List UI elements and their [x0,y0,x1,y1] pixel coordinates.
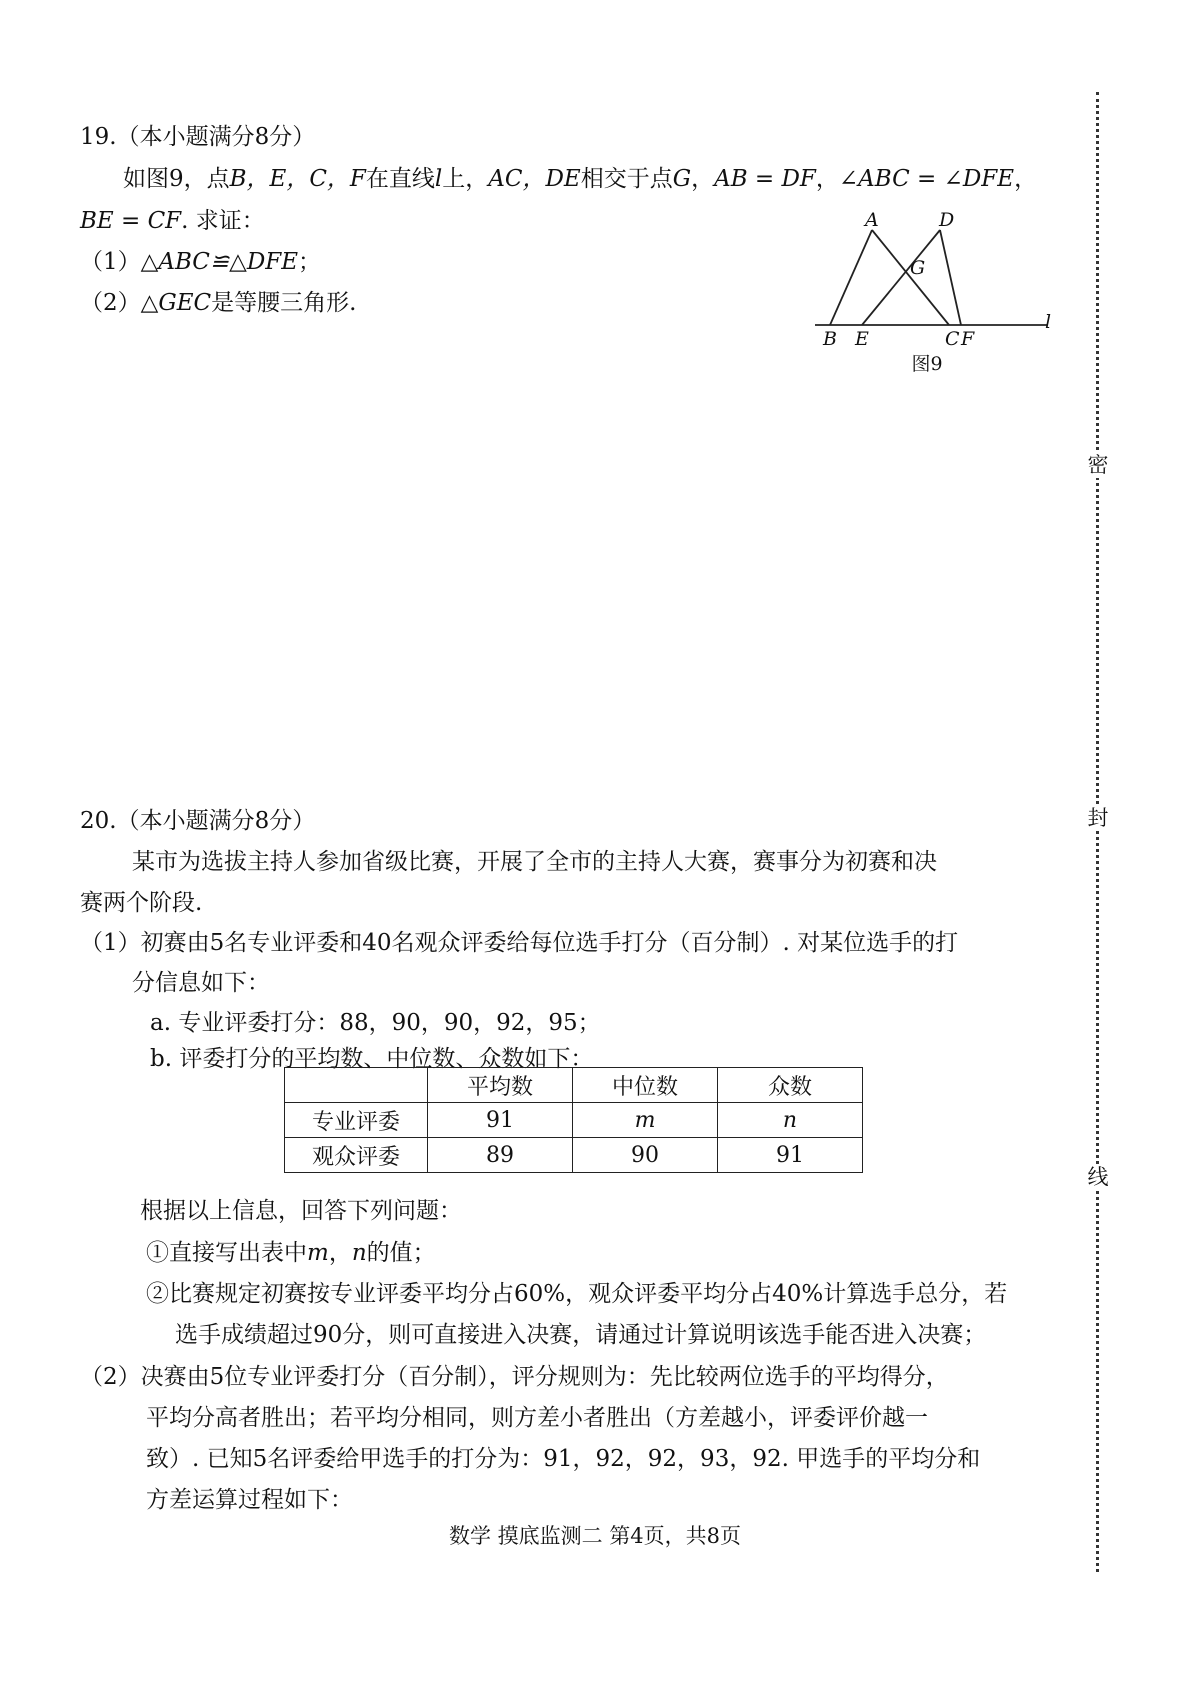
table-row [285,1103,863,1138]
q19-part1-suffix: ； [298,249,322,275]
q19-stem-text: 如图9，点 [123,166,230,192]
table-header-cell: 众数 [718,1068,863,1103]
table-cell: 90 [573,1138,718,1173]
q20-part1-line2: 分信息如下： [132,970,270,996]
q20-part2-line4: 方差运算过程如下： [146,1487,353,1513]
table-header-cell: 平均数 [428,1068,573,1103]
score-table [284,1067,863,1173]
q19-stem-text: . 求证： [181,208,265,234]
table-header-cell: 中位数 [573,1068,718,1103]
q19-part1-math: △ABC≌△DFE [140,249,299,275]
q19-part1-prefix: （1） [80,249,141,275]
label-l: l [1045,311,1052,333]
table-cell: 观众评委 [285,1138,428,1173]
label-b: B [823,328,837,350]
table-row [285,1138,863,1173]
q20-sub1 [146,1234,436,1267]
table-cell [573,1103,718,1138]
q19-part2-suffix: 是等腰三角形. [211,290,357,316]
segment-ed [862,230,940,325]
q19-stem-line1 [123,160,1037,193]
q19-ab-df: AB = DF [714,166,816,192]
q20-sub1-m: m [307,1240,329,1266]
q19-part2-math: △GEC [140,290,212,316]
q20-sub1-text: ①直接写出表中 [146,1240,307,1266]
binding-char-mi: 密 [1085,452,1111,478]
label-c: C [945,328,960,350]
q19-segments: AC，DE [488,166,581,192]
table-cell: 89 [428,1138,573,1173]
q20-part1-line1: （1）初赛由5名专业评委和40名观众评委给每位选手打分（百分制）. 对某位选手的打 [80,930,959,956]
figure-9 [815,210,1075,380]
q19-part2 [80,284,356,317]
q20-answer-intro: 根据以上信息，回答下列问题： [140,1198,462,1224]
q20-sub1-text: 的值； [366,1240,436,1266]
q20-item-b: b. 评委打分的平均数、中位数、众数如下： [150,1046,594,1072]
q19-angle-eq: ∠ABC = ∠DFE [838,166,1015,192]
q20-title: 20.（本小题满分8分） [80,808,316,834]
binding-char-xian: 线 [1085,1164,1111,1190]
binding-dotted-line [1096,92,1099,1572]
q19-points: B，E，C，F [229,166,366,192]
page-footer: 数学 摸底监测二 第4页，共8页 [448,1524,742,1548]
segment-ab [830,230,872,325]
table-cell-m: m [634,1107,656,1133]
q20-intro-line2: 赛两个阶段. [80,890,203,916]
q19-part1 [80,243,321,276]
q20-part2-line2: 平均分高者胜出；若平均分相同，则方差小者胜出（方差越小，评委评价越一 [146,1405,928,1431]
table-cell: 91 [718,1138,863,1173]
table-cell [718,1103,863,1138]
q20-item-a: a. 专业评委打分：88，90，90，92，95； [150,1010,601,1036]
q19-stem-line2 [80,202,265,235]
q19-stem-text: ， [691,166,715,192]
label-f: F [961,328,975,350]
q19-stem-text: 相交于点 [580,166,673,192]
label-a: A [865,210,879,231]
table-cell: 专业评委 [285,1103,428,1138]
label-g: G [910,257,926,279]
q20-intro-line1: 某市为选拔主持人参加省级比赛，开展了全市的主持人大赛，赛事分为初赛和决 [132,849,937,875]
q20-sub2-line1: ②比赛规定初赛按专业评委平均分占60%，观众评委平均分占40%计算选手总分，若 [146,1281,1008,1307]
table-cell-n: n [782,1107,798,1133]
q19-point-g: G [672,166,692,192]
q19-be-cf: BE = CF [80,208,182,234]
binding-char-feng: 封 [1085,805,1111,831]
q19-part2-prefix: （2） [80,290,141,316]
q19-line-var: l [434,166,443,192]
q19-stem-text: ， [1014,166,1038,192]
q19-stem-text: 在直线 [365,166,435,192]
q20-sub1-sep: ， [328,1240,352,1266]
q19-stem-text: ， [815,166,839,192]
q20-part2-line1: （2）决赛由5位专业评委打分（百分制），评分规则为：先比较两位选手的平均得分， [80,1364,949,1390]
label-d: D [939,210,955,231]
label-e: E [855,328,869,350]
segment-df [940,230,961,325]
table-header-row [285,1068,863,1103]
q20-part2-line3: 致）. 已知5名评委给甲选手的打分为：91，92，92，93，92. 甲选手的平均分和 [146,1446,981,1472]
table-cell: 91 [428,1103,573,1138]
q19-title: 19.（本小题满分8分） [80,124,316,150]
q20-sub2-line2: 选手成绩超过90分，则可直接进入决赛，请通过计算说明该选手能否进入决赛； [175,1322,987,1348]
figure-9-caption: 图9 [911,353,943,375]
table-header-cell [285,1068,428,1103]
q20-sub1-n: n [351,1240,367,1266]
q19-stem-text: 上， [442,166,489,192]
